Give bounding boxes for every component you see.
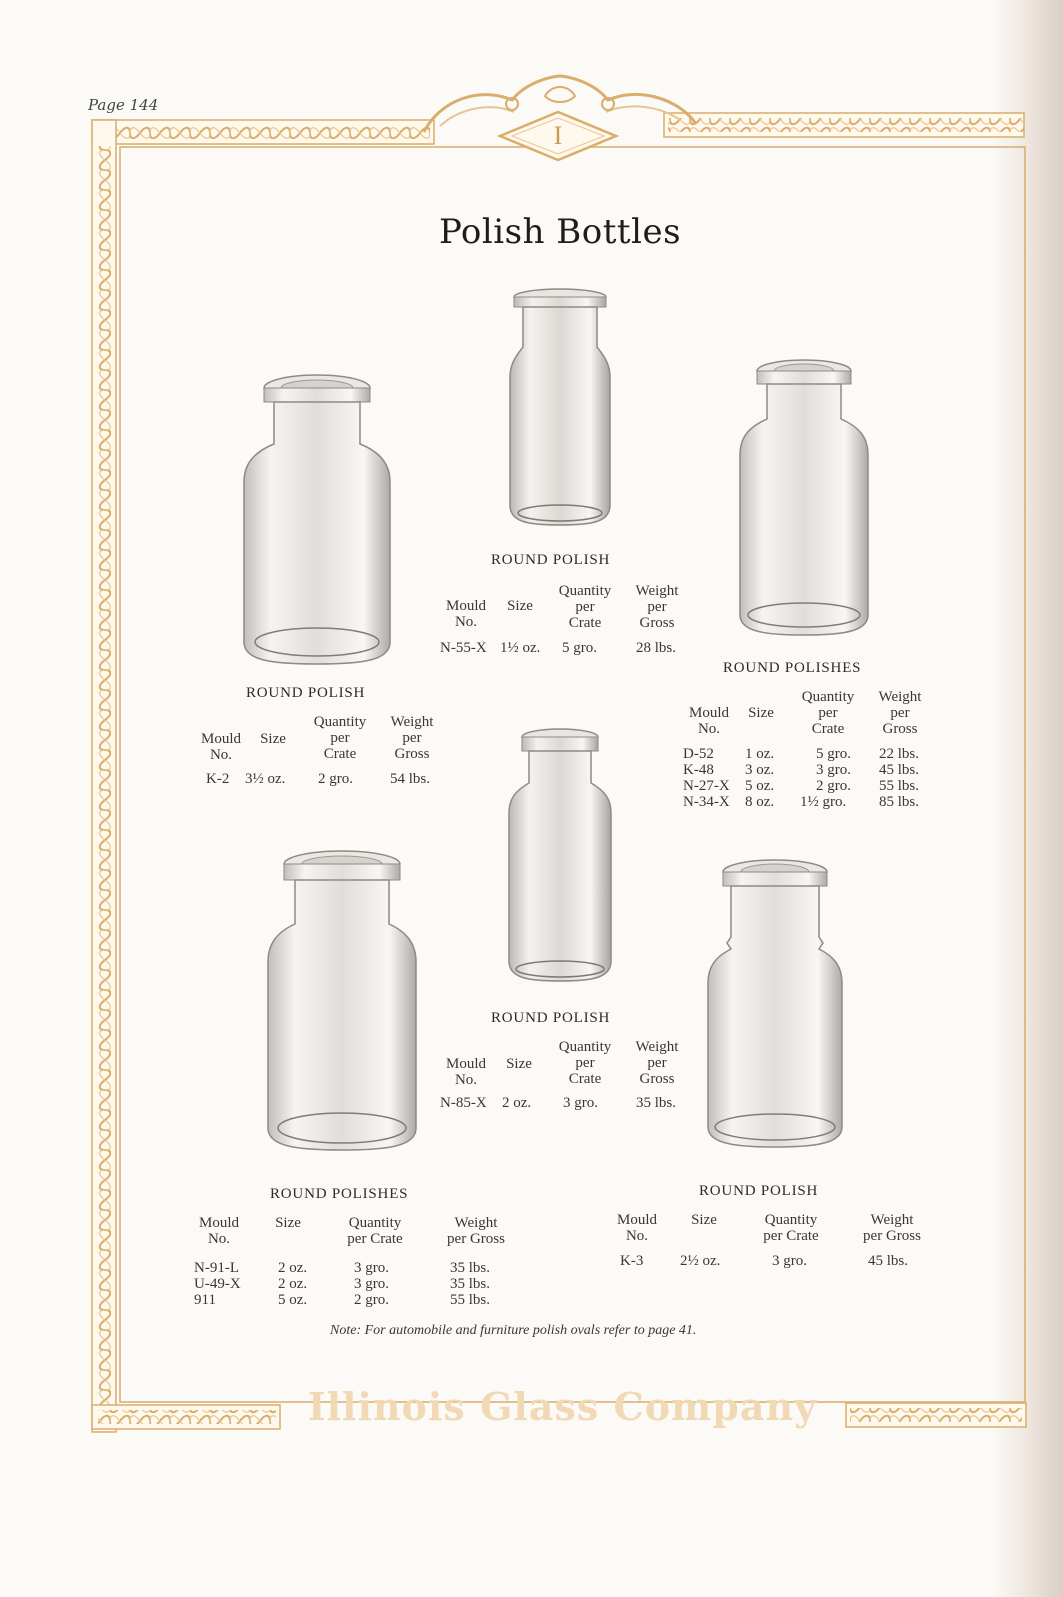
cell-size: 5 oz. [278, 1292, 308, 1308]
cell-mould: K-48 [683, 762, 714, 778]
cell-size: 3 oz. [745, 762, 775, 778]
caption-round-polishes-left: ROUND POLISHES [270, 1186, 409, 1202]
caption-k3: ROUND POLISH [699, 1183, 819, 1199]
cell-weight: 55 lbs. [450, 1292, 491, 1308]
cell-quantity: 3 gro. [816, 762, 851, 778]
header-quantity: Quantity per Crate [801, 689, 855, 737]
bottle-round-polishes-right-illustration [737, 357, 872, 639]
cell-mould: K-2 [206, 771, 230, 787]
cell-size: 2 oz. [278, 1276, 308, 1292]
cell-mould: U-49-X [194, 1276, 241, 1292]
header-weight: Weight per Gross [863, 1212, 921, 1244]
cell-mould: N-34-X [683, 794, 730, 810]
page-title: Polish Bottles [438, 212, 682, 252]
cell-quantity: 1½ gro. [800, 794, 847, 810]
cell-size: 2 oz. [278, 1260, 308, 1276]
header-quantity: Quantity per Crate [763, 1212, 819, 1244]
header-weight: Weight per Gross [878, 689, 922, 737]
cell-size: 3½ oz. [245, 771, 286, 787]
caption-n55x: ROUND POLISH [491, 552, 611, 568]
bottle-k2-illustration [240, 372, 395, 667]
cell-size: 2½ oz. [680, 1253, 721, 1269]
caption-round-polishes-right: ROUND POLISHES [723, 660, 862, 676]
bottle-n85x-illustration [505, 725, 615, 985]
header-mould: Mould No. [200, 731, 241, 763]
header-quantity: Quantity per Crate [347, 1215, 403, 1247]
cell-quantity: 5 gro. [816, 746, 851, 762]
cell-weight: 35 lbs. [636, 1095, 677, 1111]
cell-size: 1 oz. [745, 746, 775, 762]
cell-quantity: 2 gro. [354, 1292, 389, 1308]
cell-size: 8 oz. [745, 794, 775, 810]
cell-weight: 55 lbs. [879, 778, 920, 794]
caption-k2: ROUND POLISH [246, 685, 366, 701]
cell-weight: 22 lbs. [879, 746, 920, 762]
cell-weight: 54 lbs. [390, 771, 431, 787]
header-mould: Mould No. [616, 1212, 657, 1244]
bottle-k3-illustration [705, 857, 845, 1152]
cell-quantity: 5 gro. [562, 640, 597, 656]
spec-table-k2 [195, 714, 455, 794]
cell-quantity: 2 gro. [816, 778, 851, 794]
header-weight: Weight per Gross [390, 714, 434, 762]
cell-mould: N-27-X [683, 778, 730, 794]
cell-mould: N-85-X [440, 1095, 487, 1111]
header-mould: Mould No. [445, 598, 486, 630]
cell-quantity: 3 gro. [354, 1260, 389, 1276]
cell-weight: 35 lbs. [450, 1260, 491, 1276]
header-weight: Weight per Gross [635, 1039, 679, 1087]
cell-weight: 28 lbs. [636, 640, 677, 656]
emblem-letter: I [553, 121, 563, 150]
header-size: Size [507, 598, 533, 614]
header-mould: Mould No. [198, 1215, 239, 1247]
header-weight: Weight per Gross [635, 583, 679, 631]
spec-table-round-polishes-right [683, 689, 943, 817]
header-size: Size [691, 1212, 717, 1228]
header-weight: Weight per Gross [447, 1215, 505, 1247]
spec-table-round-polishes-left [192, 1215, 522, 1315]
cell-mould: K-3 [620, 1253, 644, 1269]
bottle-n55x-illustration [505, 285, 615, 530]
cell-size: 1½ oz. [500, 640, 541, 656]
company-name-footer: Illinois Glass Company [307, 1384, 818, 1429]
cell-weight: 45 lbs. [868, 1253, 909, 1269]
cell-weight: 45 lbs. [879, 762, 920, 778]
cell-weight: 35 lbs. [450, 1276, 491, 1292]
cell-mould: D-52 [683, 746, 714, 762]
header-quantity: Quantity per Crate [313, 714, 367, 762]
header-mould: Mould No. [688, 705, 729, 737]
header-size: Size [260, 731, 286, 747]
spec-table-n85x [440, 1039, 700, 1119]
cell-size: 5 oz. [745, 778, 775, 794]
cell-quantity: 3 gro. [772, 1253, 807, 1269]
header-mould: Mould No. [445, 1056, 486, 1088]
cell-quantity: 3 gro. [563, 1095, 598, 1111]
cell-size: 2 oz. [502, 1095, 532, 1111]
cell-mould: 911 [194, 1292, 216, 1308]
cell-weight: 85 lbs. [879, 794, 920, 810]
header-size: Size [506, 1056, 532, 1072]
header-size: Size [275, 1215, 301, 1231]
page-number: Page 144 [88, 96, 159, 114]
bottle-round-polishes-left-illustration [265, 848, 420, 1153]
header-quantity: Quantity per Crate [558, 583, 612, 631]
spec-table-n55x [440, 583, 700, 663]
cell-quantity: 2 gro. [318, 771, 353, 787]
spec-table-k3 [610, 1212, 950, 1282]
header-size: Size [748, 705, 774, 721]
footnote: Note: For automobile and furniture polish ovals refer to page 41. [330, 1323, 697, 1338]
cell-mould: N-55-X [440, 640, 487, 656]
cell-quantity: 3 gro. [354, 1276, 389, 1292]
cell-mould: N-91-L [194, 1260, 239, 1276]
header-quantity: Quantity per Crate [558, 1039, 612, 1087]
caption-n85x: ROUND POLISH [491, 1010, 611, 1026]
